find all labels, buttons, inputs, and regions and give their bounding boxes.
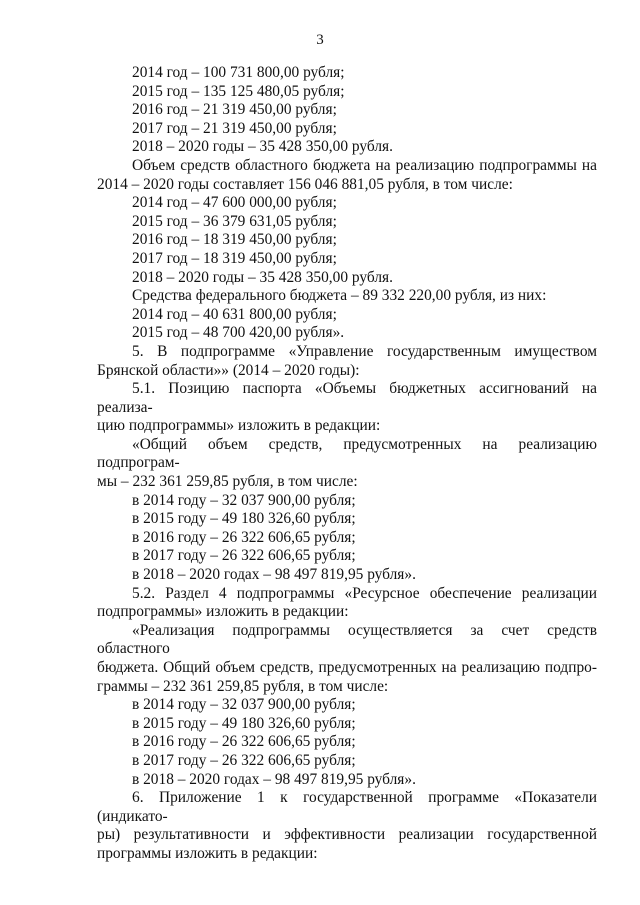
text-line: 2014 – 2020 годы составляет 156 046 881,05 рубля, в том числе:: [97, 175, 513, 193]
text-line: мы – 232 361 259,85 рубля, в том числе:: [97, 473, 358, 491]
text-line: 2017 год – 21 319 450,00 рубля;: [132, 119, 337, 137]
text-line: подпрограммы» изложить в редакции:: [97, 603, 349, 621]
text-line: в 2015 году – 49 180 326,60 рубля;: [132, 510, 356, 528]
text-line: в 2016 году – 26 322 606,65 рубля;: [132, 528, 356, 546]
text-line: 2014 год – 40 631 800,00 рубля;: [132, 305, 337, 323]
text-line: «Реализация подпрограммы осуществляется за счет средств областного: [97, 621, 597, 658]
page-number: 3: [316, 32, 324, 48]
text-line: 2015 год – 36 379 631,05 рубля;: [132, 212, 337, 230]
text-line: 2016 год – 18 319 450,00 рубля;: [132, 231, 337, 249]
text-line: 2015 год – 48 700 420,00 рубля».: [132, 324, 345, 342]
text-line: ры) результативности и эффективности реализации государственной: [97, 826, 597, 844]
text-line: 5.2. Раздел 4 подпрограммы «Ресурсное обеспечение реализации: [132, 584, 597, 602]
text-line: 5. В подпрограмме «Управление государственным имуществом: [132, 342, 597, 360]
text-line: 2015 год – 135 125 480,05 рубля;: [132, 82, 345, 100]
text-line: «Общий объем средств, предусмотренных на реализацию подпрограм-: [97, 435, 597, 472]
text-line: цию подпрограммы» изложить в редакции:: [97, 417, 381, 435]
text-line: 2014 год – 47 600 000,00 рубля;: [132, 194, 337, 212]
text-line: в 2014 году – 32 037 900,00 рубля;: [132, 491, 356, 509]
text-line: Объем средств областного бюджета на реализацию подпрограммы на: [132, 156, 597, 174]
text-line: 2018 – 2020 годы – 35 428 350,00 рубля.: [132, 138, 393, 156]
text-line: в 2018 – 2020 годах – 98 497 819,95 рубля».: [132, 770, 416, 788]
text-line: Брянской области»» (2014 – 2020 годы):: [97, 361, 360, 379]
text-line: 2016 год – 21 319 450,00 рубля;: [132, 101, 337, 119]
text-line: 2014 год – 100 731 800,00 рубля;: [132, 64, 345, 81]
text-line: Средства федерального бюджета – 89 332 220,00 рубля, из них:: [132, 287, 547, 305]
text-line: программы изложить в редакции:: [97, 844, 318, 862]
document-body: [97, 64, 597, 864]
text-line: бюджета. Общий объем средств, предусмотренных на реализацию подпро-: [97, 659, 597, 676]
text-line: 6. Приложение 1 к государственной программе «Показатели (индикато-: [97, 789, 597, 825]
text-line: в 2017 году – 26 322 606,65 рубля;: [132, 547, 356, 565]
text-line: в 2018 – 2020 годах – 98 497 819,95 рубля».: [132, 566, 416, 584]
text-line: 2018 – 2020 годы – 35 428 350,00 рубля.: [132, 268, 393, 286]
text-line: граммы – 232 361 259,85 рубля, в том числе:: [97, 677, 389, 695]
text-line: в 2016 году – 26 322 606,65 рубля;: [132, 733, 356, 751]
text-line: в 2015 году – 49 180 326,60 рубля;: [132, 714, 356, 732]
text-line: в 2014 году – 32 037 900,00 рубля;: [132, 696, 356, 714]
text-line: в 2017 году – 26 322 606,65 рубля;: [132, 751, 356, 769]
text-line: 2017 год – 18 319 450,00 рубля;: [132, 249, 337, 267]
text-line: 5.1. Позицию паспорта «Объемы бюджетных ассигнований на реализа-: [97, 380, 597, 416]
